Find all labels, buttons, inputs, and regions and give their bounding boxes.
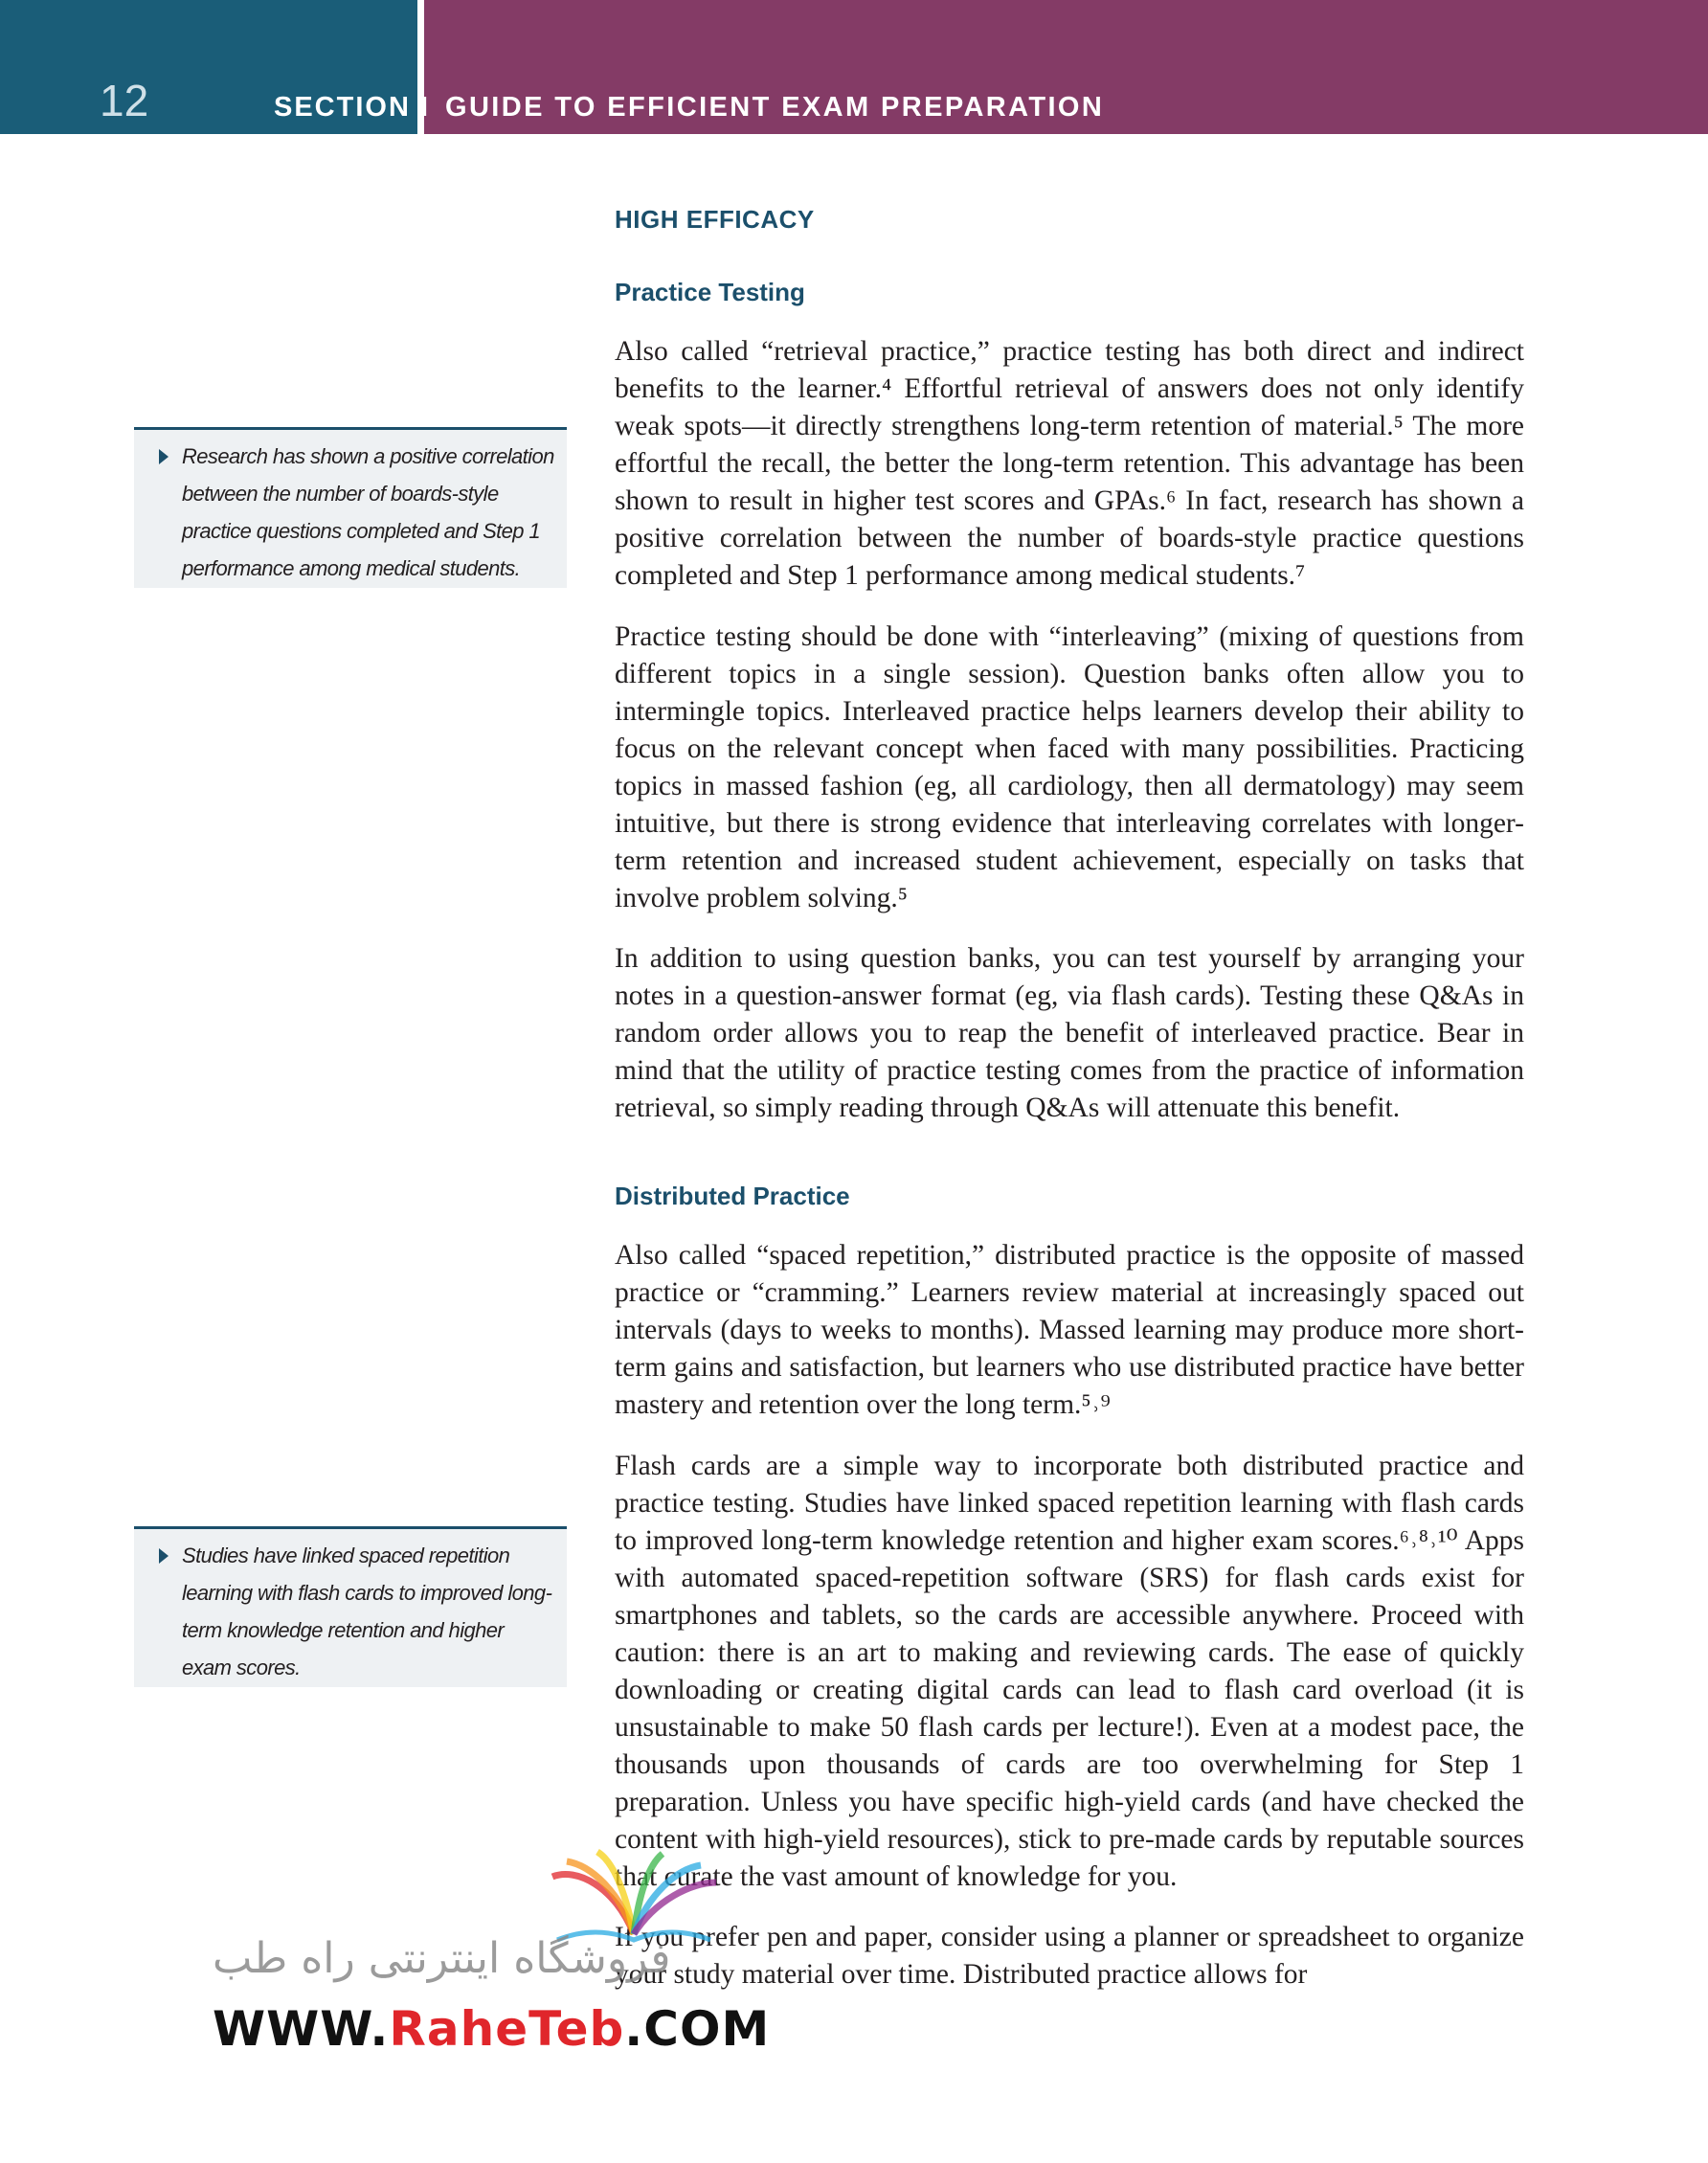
paragraph-interleaving: Practice testing should be done with “interleaving” (mixing of questions from different topics in a single session). Question banks often allow you to intermingle topics. Interleaved practice helps learners develop their ability to focus on the relevant concept when faced with many possibilities. Practicing topics in massed fashion (eg, all cardiology, then all dermatology) may seem intuitive, but there is strong evidence that interleaving correlates with longer-term retention and increased student achievement, especially on tasks that involve problem solving.⁵ xyxy=(615,621,1524,913)
paragraph-question-answer-format: In addition to using question banks, you can test yourself by arranging your notes in a question-answer format (eg, via flash cards). Testing these Q&As in random order allows you to reap the benefit of interleaved practice. Bear in mind that the utility of practice testing comes from the practice of information retrieval, so simply reading through Q&As will attenuate this benefit. xyxy=(615,943,1524,1123)
watermark-url[interactable] xyxy=(213,2001,770,2057)
section-label: SECTION I xyxy=(274,92,431,123)
paragraph-pen-and-paper: If you prefer pen and paper, consider using a planner or spreadsheet to organize your study material over time. Distributed practice allows for xyxy=(615,1922,1524,1990)
paragraph-flash-cards: Flash cards are a simple way to incorporate both distributed practice and practice testing. Studies have linked spaced repetition learning with flash cards to improved long-term knowledge retention and higher exam scores.⁶˒⁸˒¹⁰ Apps with automated spaced-repetition software (SRS) for flash cards exist for smartphones and tablets, so the cards are accessible anywhere. Proceed with caution: there is an art to making and reviewing cards. The ease of quickly downloading or creating digital cards can lead to flash card overload (it is unsustainable to make 50 flash cards per lecture!). Even at a modest pace, the thousands upon thousands of cards are too overwhelming for Step 1 preparation. Unless you have specific high-yield cards (and have checked the content with high-yield resources), stick to pre-made cards by reputable sources that curate the vast amount of knowledge for you. xyxy=(615,1451,1524,1892)
page-number: 12 xyxy=(100,76,149,125)
heading-distributed-practice: Distributed Practice xyxy=(615,1182,850,1210)
callout-text: Studies have linked spaced repetition learning with flash cards to improved long-term knowledge retention and higher exam scores. xyxy=(182,1543,552,1679)
watermark-arabic-text: فروشگاه اینترنتی راه طب xyxy=(213,1934,671,1983)
watermark-url-brand: RaheTeb xyxy=(389,2001,625,2057)
paragraph-practice-testing-intro: Also called “retrieval practice,” practice testing has both direct and indirect benefits to the learner.⁴ Effortful retrieval of answers does not only identify weak spots—it directly strengthens long-term retention of material.⁵ The more effortful the recall, the better the long-term retention. This advantage has been shown to result in higher test scores and GPAs.⁶ In fact, research has shown a positive correlation between the number of boards-style practice questions completed and Step 1 performance among medical students.⁷ xyxy=(615,336,1524,591)
callout-arrow-icon xyxy=(159,1548,169,1564)
paragraph-distributed-practice-intro: Also called “spaced repetition,” distributed practice is the opposite of massed practice or “cramming.” Learners review material at increasingly spaced out intervals (days to weeks to months). Massed learning may produce more short-term gains and satisfaction, but learners who use distributed practice have better mastery and retention over the long term.⁵˒⁹ xyxy=(615,1240,1524,1420)
callout-text: Research has shown a positive correlation between the number of boards-style practice questions completed and Step 1 performance among medical students. xyxy=(182,444,554,580)
watermark-url-prefix: WWW. xyxy=(213,2001,390,2057)
chapter-title: GUIDE TO EFFICIENT EXAM PREPARATION xyxy=(445,92,1105,123)
callout-arrow-icon xyxy=(159,449,169,464)
watermark-url-suffix: .COM xyxy=(624,2001,771,2057)
sidebar-callout-flash-cards xyxy=(134,1526,567,1687)
sidebar-callout-practice-questions xyxy=(134,427,567,588)
heading-practice-testing: Practice Testing xyxy=(615,278,805,306)
heading-high-efficacy: HIGH EFFICACY xyxy=(615,205,815,234)
